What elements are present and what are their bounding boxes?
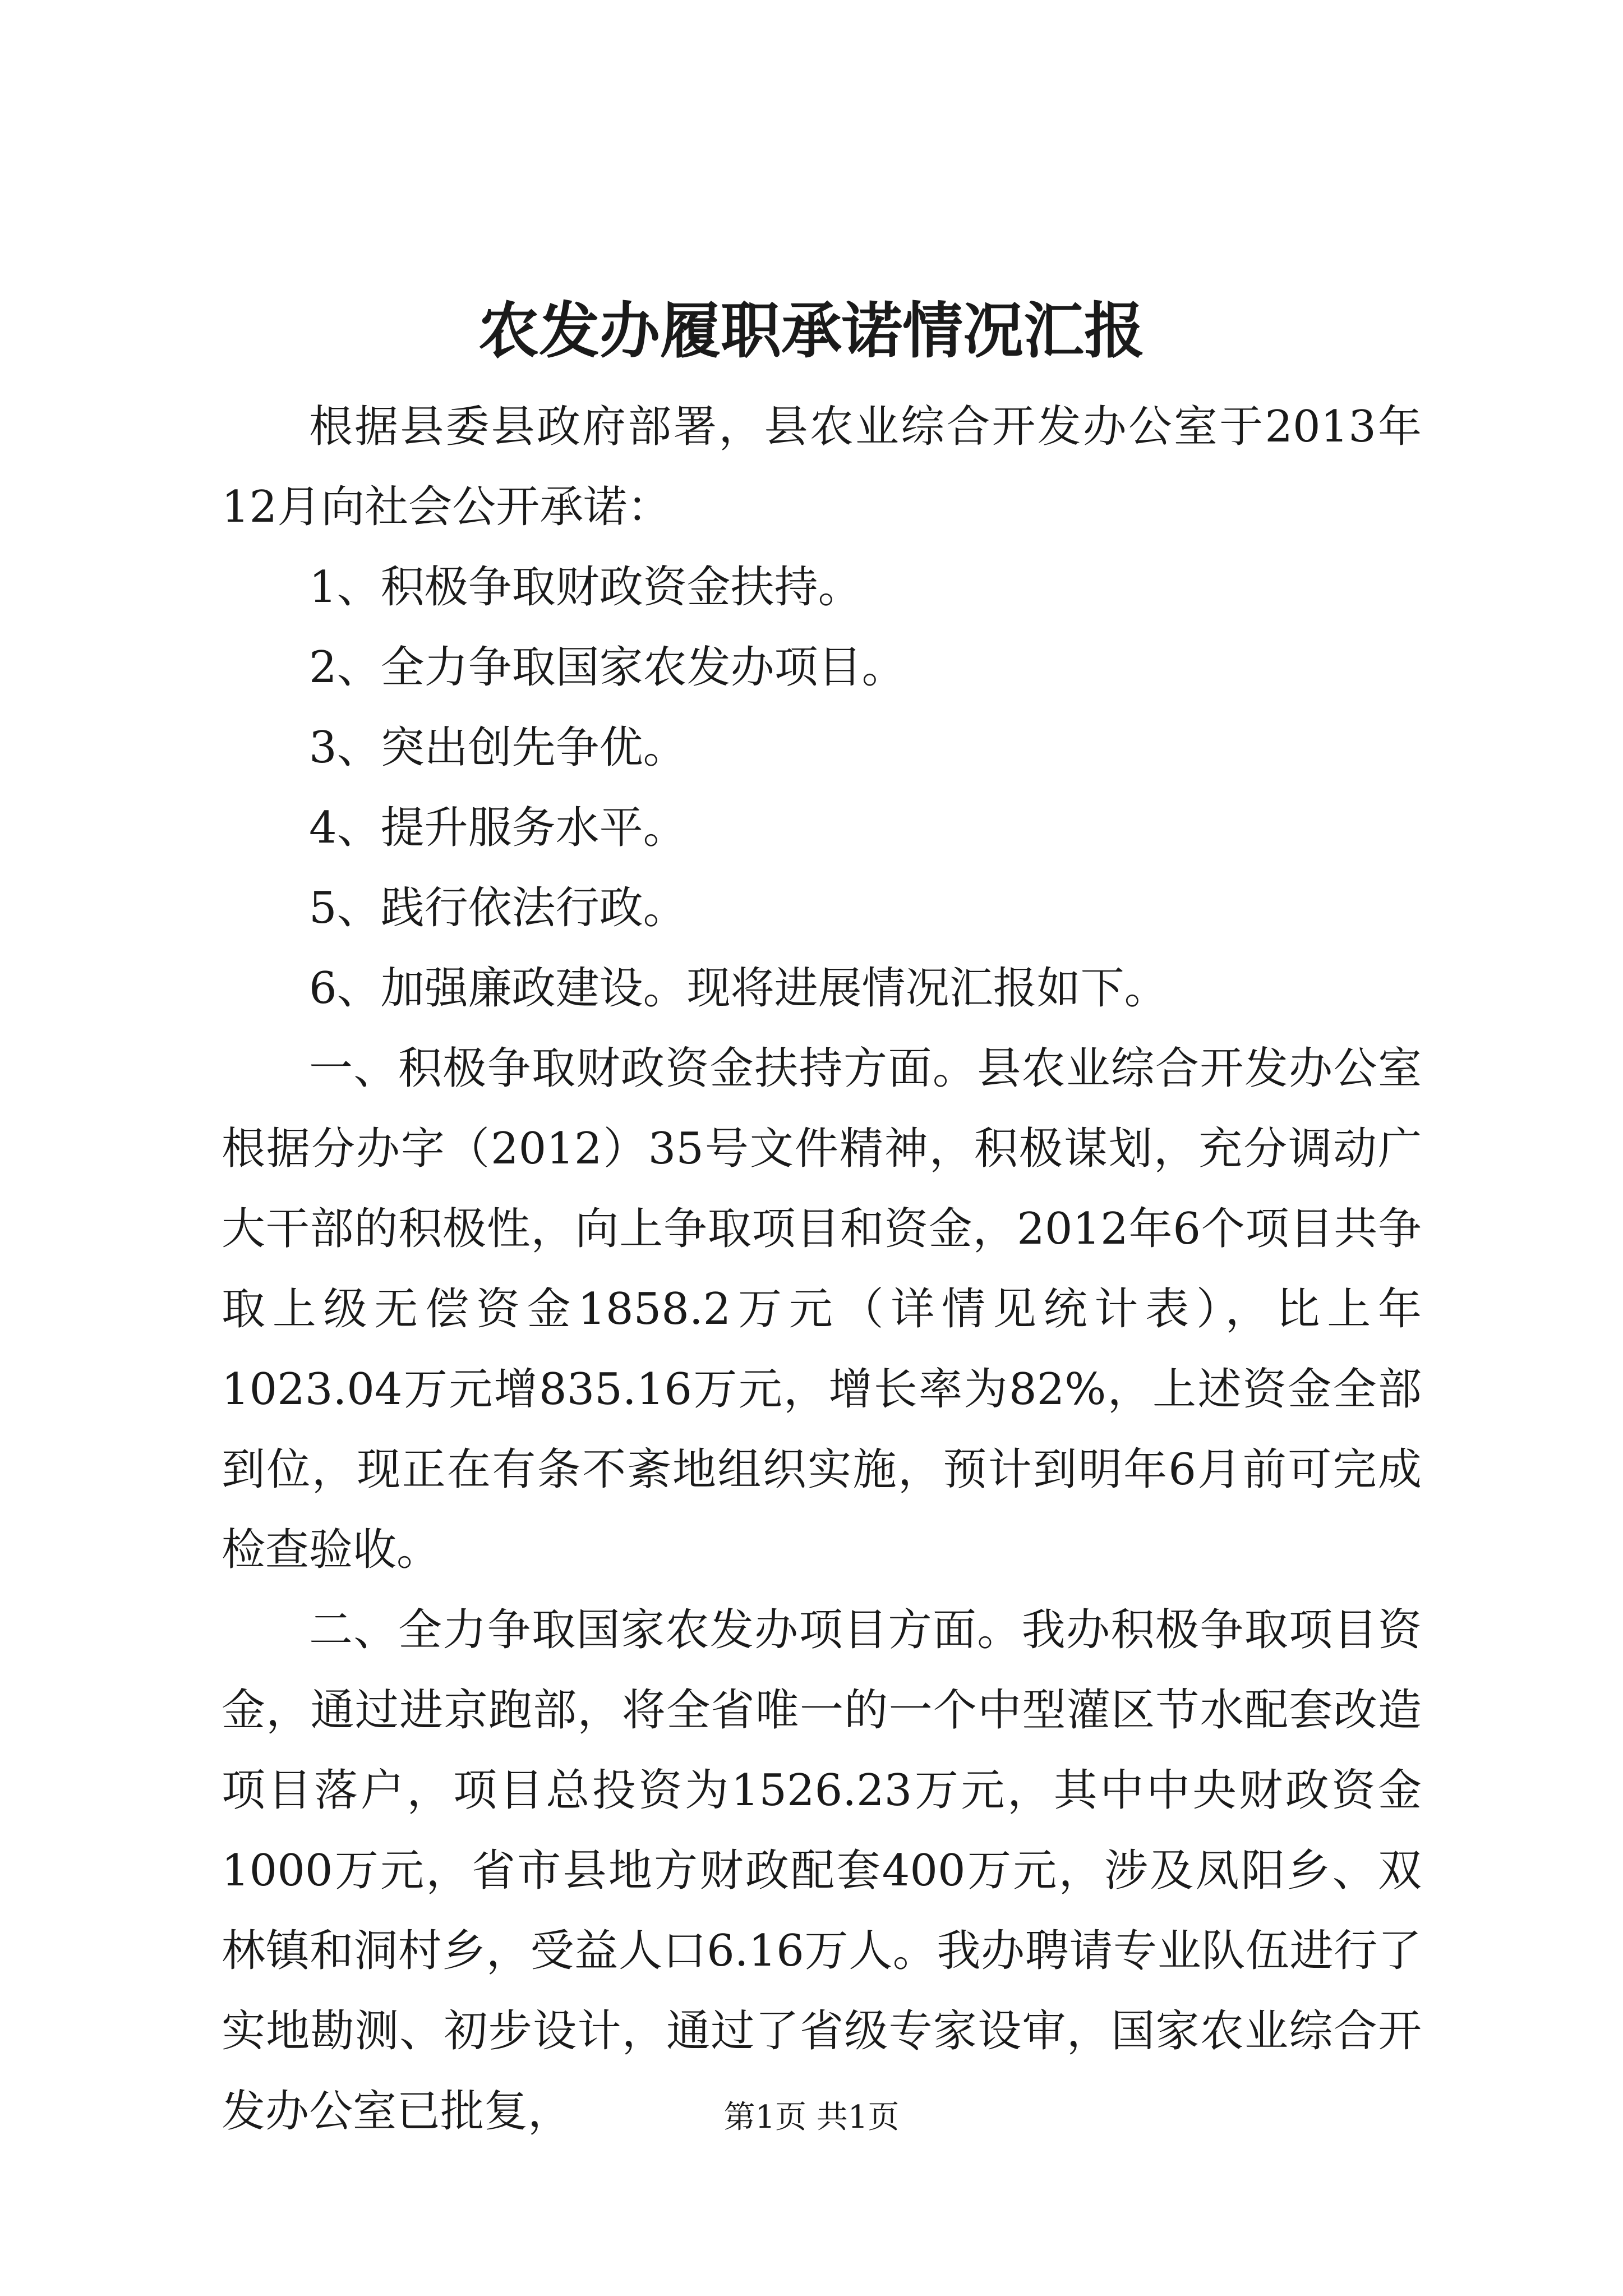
document-title: 农发办履职承诺情况汇报 bbox=[478, 296, 1145, 366]
paragraph-item-2: 2、全力争取国家农发办项目。 bbox=[309, 642, 906, 693]
document-body bbox=[222, 387, 1422, 2152]
paragraph-section-1: 一、积极争取财政资金扶持方面。县农业综合开发办公室根据分办字（2012）35号文件精神，积极谋划，充分调动广大干部的积极性，向上争取项目和资金，2012年6个项目共争取上级无偿资金1858.2万元（详情见统计表），比上年1023.04万元增835.16万元，增长率为82%，上述资金全部到位，现正在有条不紊地组织实施，预计到明年6月前可完成检查验收。 bbox=[222, 1043, 1422, 1575]
paragraph-section-2: 二、全力争取国家农发办项目方面。我办积极争取项目资金，通过进京跑部，将全省唯一的一个中型灌区节水配套改造项目落户，项目总投资为1526.23万元，其中中央财政资金1000万元，省市县地方财政配套400万元，涉及凤阳乡、双林镇和洞村乡，受益人口6.16万人。我办聘请专业队伍进行了实地勘测、初步设计，通过了省级专家设审，国家农业综合开发办公室已批复， bbox=[222, 1605, 1422, 2137]
paragraph-item-1: 1、积极争取财政资金扶持。 bbox=[309, 562, 862, 613]
paragraph-intro: 根据县委县政府部署，县农业综合开发办公室于2013年12月向社会公开承诺： bbox=[222, 402, 1422, 532]
paragraph-item-6: 6、加强廉政建设。现将进展情况汇报如下。 bbox=[309, 963, 1168, 1014]
page-footer: 第1页 共1页 bbox=[723, 2099, 900, 2136]
paragraph-item-4: 4、提升服务水平。 bbox=[309, 803, 687, 853]
paragraph-item-3: 3、突出创先争优。 bbox=[309, 723, 687, 773]
paragraph-item-5: 5、践行依法行政。 bbox=[309, 883, 687, 933]
